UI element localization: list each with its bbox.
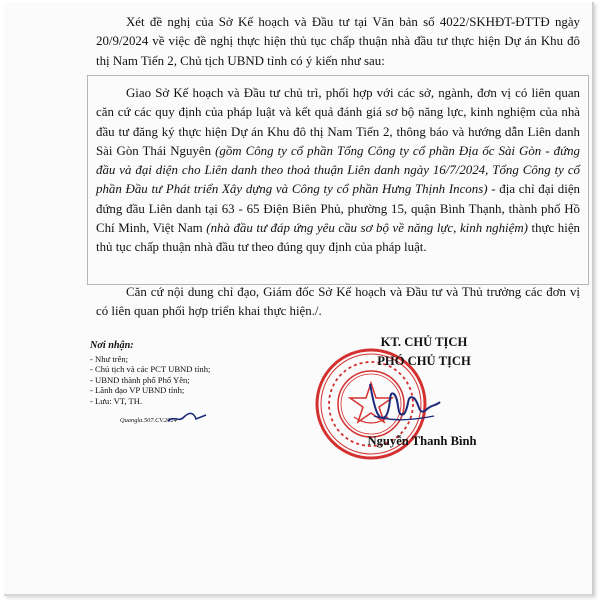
intro-paragraph: Xét đề nghị của Sở Kế hoạch và Đầu tư tại Văn bản số 4022/SKHĐT-ĐTTĐ ngày 20/9/2024 về việc đề nghị thực hiện thủ tục chấp thuận nhà đầu tư thực hiện Dự án Khu đô thị Nam Tiến 2, Chủ tịch UBND tỉnh có ý kiến như sau: [96,15,580,68]
closing-paragraph: Căn cứ nội dung chỉ đạo, Giám đốc Sở Kế hoạch và Đầu tư và Thủ trưởng các đơn vị có liên quan phối hợp triển khai thực hiện./. [96,285,580,319]
recipient-item: - Lãnh đạo VP UBND tỉnh; [90,385,185,396]
document-page [4,2,594,596]
signer-name: Nguyễn Thanh Bình [367,434,477,448]
recipient-item: - Như trên; [90,353,129,364]
recipient-item: - UBND thành phố Phổ Yên; [90,374,190,385]
recipient-item: - Lưu: VT, TH. [90,395,143,406]
recipients-title: Nơi nhận: [90,340,134,351]
handwritten-signature-icon [364,376,444,432]
signer-title-line-1: KT. CHỦ TỊCH [380,335,468,349]
signer-title-line-2: PHÓ CHỦ TỊCH [377,354,471,368]
instruction-paragraph: Giao Sở Kế hoạch và Đầu tư chủ trì, phối hợp với các sở, ngành, đơn vị có liên quan căn cứ các quy định của pháp luật và kết quả đánh giá sơ bộ năng lực, kinh nghiệm của nhà đầu tư đăng ký thực hiện Dự án Khu đô thị Nam Tiến 2, thông báo và hướng dẫn Liên danh Sài Gòn Thái Nguyên (gồm Công ty cổ phần Tổng Công ty cổ phần Địa ốc Sài Gòn - đứng đầu và đại diện cho Liên danh theo thoả thuận Liên danh ngày 16/7/2024, Tổng Công ty cổ phần Đầu tư Phát triển Xây dựng và Công ty cổ phần Hưng Thịnh Incons) - địa chỉ đại diện đứng đầu Liên danh tại 63 - 65 Điện Biên Phủ, phường 15, quận Bình Thạnh, thành phố Hồ Chí Minh, Việt Nam (nhà đầu tư đáp ứng yêu cầu sơ bộ về năng lực, kinh nghiệm) thực hiện thủ tục chấp thuận nhà đầu tư theo đúng quy định của pháp luật. [96,86,581,255]
document-reference-code: Quangla.507.CV.2024 [120,417,177,424]
initial-signature-icon [166,411,208,425]
recipients-block [90,341,210,407]
recipient-item: - Chủ tịch và các PCT UBND tỉnh; [90,364,211,375]
